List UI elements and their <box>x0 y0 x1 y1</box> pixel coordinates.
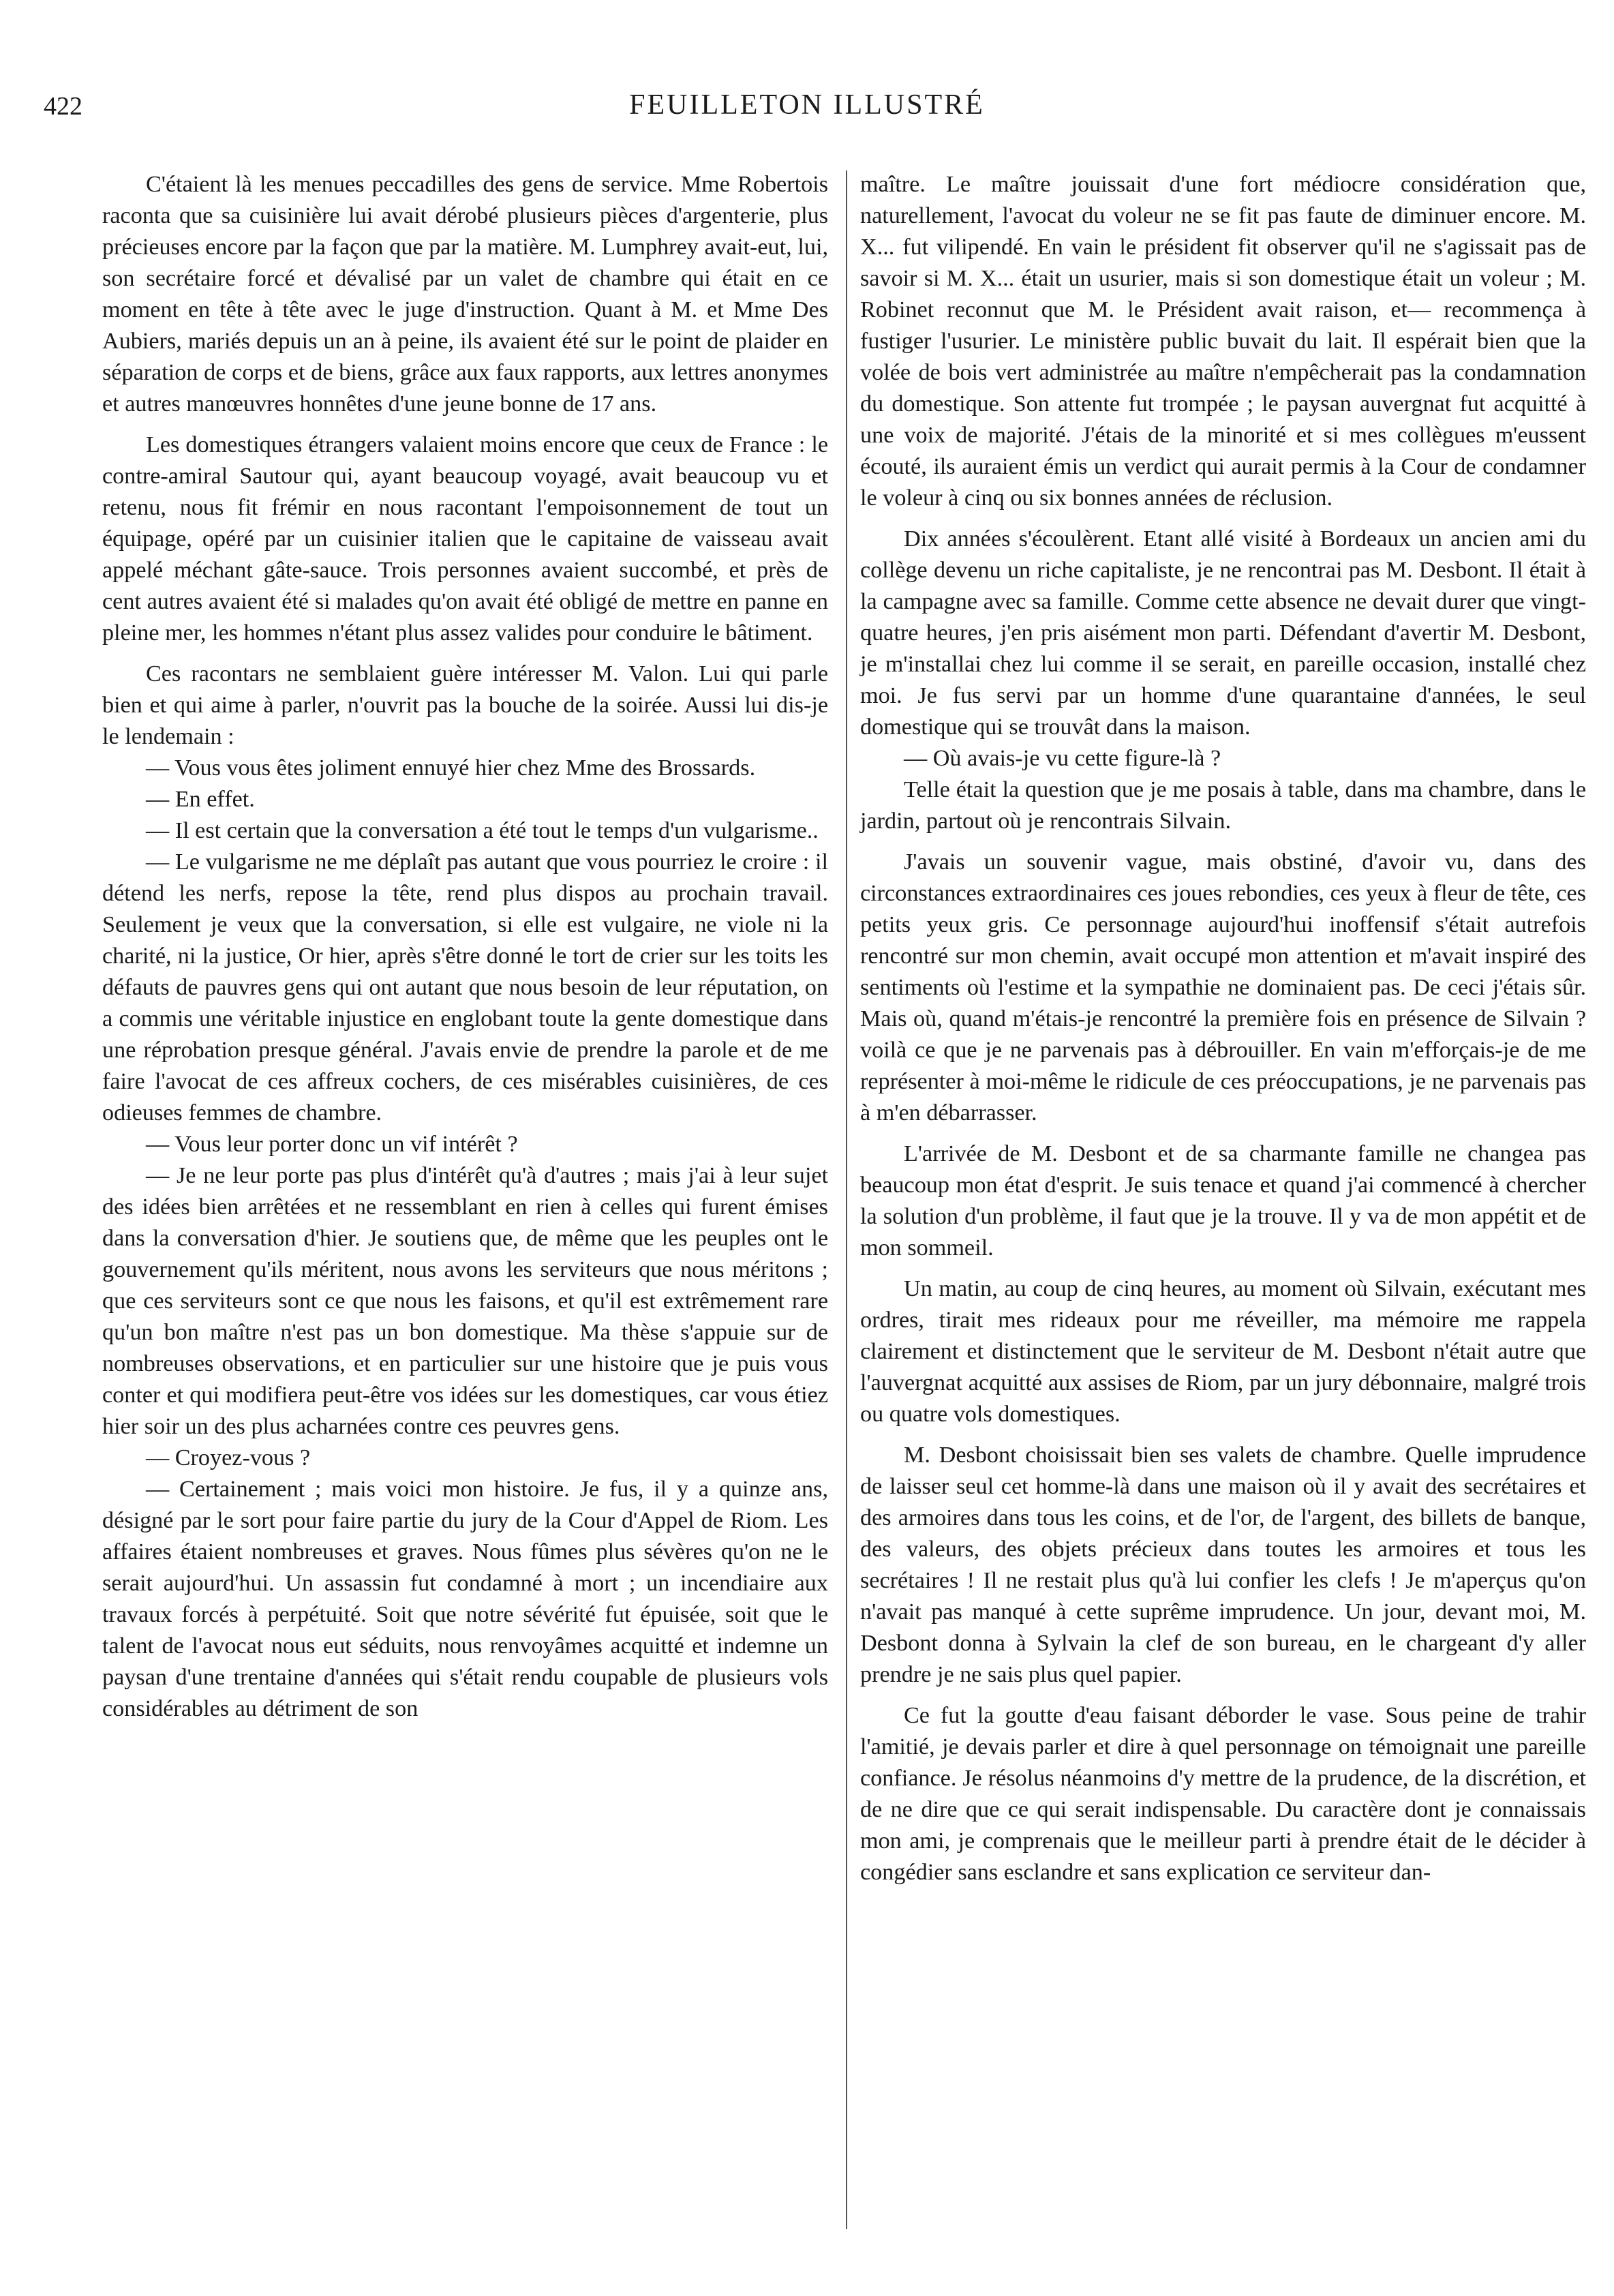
right-column <box>860 169 1586 1888</box>
left-column <box>102 169 828 1725</box>
dialogue-line: — Vous vous êtes joliment ennuyé hier chez Mme des Brossards. <box>146 755 756 781</box>
dialogue-line: — Il est certain que la conversation a été tout le temps d'un vulgarisme.. <box>146 818 819 843</box>
dialogue-line: — Je ne leur porte pas plus d'intérêt qu'à d'autres ; mais j'ai à leur sujet des idées bien arrêtées et ne ressemblant en rien à celles qui furent émises dans la conversation d'hier. Je soutiens que, de même que les peuples ont le gouvernement qu'ils méritent, nous avons les serviteurs que nous méritons ; que ces serviteurs sont ce que nous les faisons, et qu'il est extrêmement rare qu'un bon maître n'est pas un bon domestique. Ma thèse s'appuie sur de nombreuses observations, et en particulier sur une histoire que je puis vous conter et qui modifiera peut-être vos idées sur les domestiques, car vous étiez hier soir un des plus acharnées contre ces peuvres gens. <box>102 1163 828 1439</box>
paragraph: Dix années s'écoulèrent. Etant allé visité à Bordeaux un ancien ami du collège devenu un riche capitaliste, je ne rencontrai pas M. Desbont. Il était à la campagne avec sa famille. Comme cette absence ne devait durer que vingt-quatre heures, j'en pris aisément mon parti. Défendant d'avertir M. Desbont, je m'installai chez lui comme il se serait, en pareille occasion, installé chez moi. Je fus servi par un homme d'une quarantaine d'années, le seul domestique qui se trouvât dans la maison. <box>860 526 1586 740</box>
paragraph: maître. Le maître jouissait d'une fort médiocre considération que, naturellement, l'avocat du voleur ne se fit pas faute de diminuer encore. M. X... fut vilipendé. En vain le président fit observer qu'il ne s'agissait pas de savoir si M. X... était un usurier, mais si son domestique était un voleur ; M. Robinet reconnut que M. le Président avait raison, et— recommença à fustiger l'usurier. Le ministère public buvait du lait. Il espérait bien que la volée de bois vert administrée au maître n'empêcherait pas la condamnation du domestique. Son attente fut trompée ; le paysan auvergnat fut acquitté à une voix de majorité. J'étais de la minorité et si mes collègues m'eussent écouté, ils auraient émis un verdict qui aurait permis à la Cour de condamner le voleur à cinq ou six bonnes années de réclusion. <box>860 172 1586 511</box>
running-title: FEUILLETON ILLUSTRÉ <box>629 89 985 121</box>
dialogue-line: — Vous leur porter donc un vif intérêt ? <box>146 1132 518 1157</box>
dialogue-line: — En effet. <box>146 787 255 812</box>
paragraph: J'avais un souvenir vague, mais obstiné, d'avoir vu, dans des circonstances extraordinaires ces joues rebondies, ces yeux à fleur de tête, ces petits yeux gris. Ce personnage aujourd'hui inoffensif s'était autrefois rencontré sur mon chemin, avait occupé mon attention et m'avait inspiré des sentiments où l'estime et la sympathie ne dominaient pas. De ceci j'étais sûr. Mais où, quand m'étais-je rencontré la première fois en présence de Silvain ? voilà ce que je ne parvenais pas à débrouiller. En vain m'efforçais-je de me représenter à moi-même le ridicule de ces préoccupations, je ne parvenais pas à m'en débarrasser. <box>860 849 1586 1126</box>
paragraph: Un matin, au coup de cinq heures, au moment où Silvain, exécutant mes ordres, tirait mes rideaux pour me réveiller, ma mémoire me rappela clairement et distinctement que le serviteur de M. Desbont n'était autre que l'auvergnat acquitté aux assises de Riom, par un jury débonnaire, malgré trois ou quatre vols domestiques. <box>860 1276 1586 1427</box>
paragraph: L'arrivée de M. Desbont et de sa charmante famille ne changea pas beaucoup mon état d'esprit. Je suis tenace et quand j'ai commencé à chercher la solution d'un problème, il faut que je la trouve. Il y va de mon appétit et de mon sommeil. <box>860 1141 1586 1260</box>
page-number: 422 <box>44 92 82 121</box>
column-divider <box>846 170 847 2229</box>
dialogue-line: — Où avais-je vu cette figure-là ? <box>904 746 1221 771</box>
paragraph: M. Desbont choisissait bien ses valets de chambre. Quelle imprudence de laisser seul cet homme-là dans une maison où il y avait des secrétaires et des armoires dans tous les coins, et de l'or, de l'argent, des billets de banque, des valeurs, des objets précieux dans toutes les armoires et tous les secrétaires ! Il ne restait plus qu'à lui confier les clefs ! Je m'aperçus qu'on n'avait pas manqué à cette suprême imprudence. Un jour, devant moi, M. Desbont donna à Sylvain la clef de son bureau, en le chargeant d'y aller prendre je ne sais plus quel papier. <box>860 1442 1586 1687</box>
paragraph: Les domestiques étrangers valaient moins encore que ceux de France : le contre-amiral Sautour qui, ayant beaucoup voyagé, avait beaucoup vu et retenu, nous fit frémir en nous racontant l'empoisonnement de tout un équipage, opéré par un cuisinier italien que le capitaine de vaisseau avait appelé méchant gâte-sauce. Trois personnes avaient succombé, et près de cent autres avaient été si malades qu'on avait été obligé de mettre en panne en pleine mer, les hommes n'étant plus assez valides pour conduire le bâtiment. <box>102 432 828 646</box>
paragraph: Telle était la question que je me posais à table, dans ma chambre, dans le jardin, partout où je rencontrais Silvain. <box>860 777 1586 834</box>
page-header <box>44 82 1570 123</box>
dialogue-line: — Le vulgarisme ne me déplaît pas autant que vous pourriez le croire : il détend les nerfs, repose la tête, rend plus dispos au prochain travail. Seulement je veux que la conversation, si elle est vulgaire, ne viole ni la charité, ni la justice, Or hier, après s'être donné le tort de crier sur les toits les défauts de pauvres gens qui ont autant que nous besoin de leur réputation, on a commis une véritable injustice en englobant toute la gente domestique dans une réprobation presque général. J'avais envie de prendre la parole et de me faire l'avocat de ces affreux cochers, de ces misérables cuisinières, de ces odieuses femmes de chambre. <box>102 849 828 1126</box>
paragraph: Ce fut la goutte d'eau faisant déborder le vase. Sous peine de trahir l'amitié, je devais parler et dire à quel personnage on témoignait une pareille confiance. Je résolus néanmoins d'y mettre de la prudence, de la discrétion, et de ne dire que ce qui serait indispensable. Du caractère dont je connaissais mon ami, je comprenais que le meilleur parti à prendre était de le décider à congédier sans esclandre et sans explication ce serviteur dan- <box>860 1703 1586 1885</box>
paragraph: Ces racontars ne semblaient guère intéresser M. Valon. Lui qui parle bien et qui aime à parler, n'ouvrit pas la bouche de la soirée. Aussi lui dis-je le lendemain : <box>102 661 828 749</box>
dialogue-line: — Certainement ; mais voici mon histoire. Je fus, il y a quinze ans, désigné par le sort pour faire partie du jury de la Cour d'Appel de Riom. Les affaires étaient nombreuses et graves. Nous fûmes plus sévères qu'on ne le serait aujourd'hui. Un assassin fut condamné à mort ; un incendiaire aux travaux forcés à perpétuité. Soit que notre sévérité fut épuisée, soit que le talent de l'avocat nous eut séduits, nous renvoyâmes acquitté et indemne un paysan d'une trentaine d'années qui s'était rendu coupable de plusieurs vols considérables au détriment de son <box>102 1477 828 1721</box>
paragraph: C'étaient là les menues peccadilles des gens de service. Mme Robertois raconta que sa cuisinière lui avait dérobé plusieurs pièces d'argenterie, plus précieuses encore par la façon que par la matière. M. Lumphrey avait-eut, lui, son secrétaire forcé et dévalisé par un valet de chambre qui était en ce moment en tête à tête avec le juge d'instruction. Quant à M. et Mme Des Aubiers, mariés depuis un an à peine, ils avaient été sur le point de plaider en séparation de corps et de biens, grâce aux faux rapports, aux lettres anonymes et autres manœuvres honnêtes d'une jeune bonne de 17 ans. <box>102 172 828 417</box>
dialogue-line: — Croyez-vous ? <box>146 1445 311 1470</box>
